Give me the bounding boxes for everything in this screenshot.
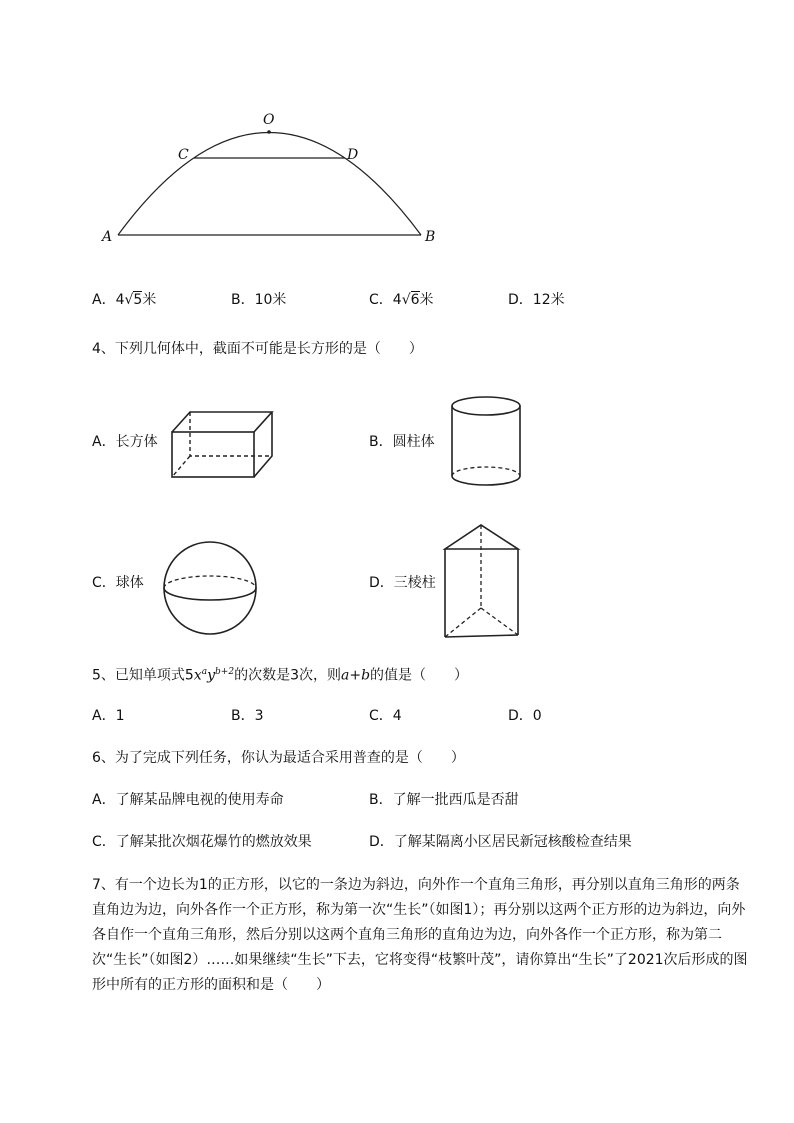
q5-stem: 5、已知单项式$5x^ay^{b+2}$的次数是3次，则a+b的值是（ ）	[92, 667, 469, 684]
q3-option-c[interactable]: C．4√6米	[369, 292, 434, 308]
q4-option-c[interactable]: C．球体	[92, 575, 144, 591]
q4-option-b[interactable]: B．圆柱体	[369, 434, 435, 450]
label-d: D	[347, 147, 359, 163]
q3-option-b[interactable]: B．10米	[231, 292, 287, 308]
q4-option-d[interactable]: D．三棱柱	[369, 575, 436, 591]
label-a: A	[102, 229, 113, 245]
q6-stem: 6、为了完成下列任务，你认为最适合采用普查的是（ ）	[92, 750, 465, 766]
q7-stem: 7、有一个边长为1的正方形，以它的一条边为斜边，向外作一个直角三角形，再分别以直角三角形的两条直角边为边，向外各作一个正方形，称为第一次“生长”（如图1）；再分别以这两个正方形的边为斜边，向外各自作一个直角三角形，然后分别以这两个直角三角形的直角边为边，向外各作一个正方形，称为第二次“生长”（如图2）……如果继续“生长”下去，它将变得“枝繁叶茂”，请你算出“生长”了2021次后形成的图形中所有的正方形的面积和是（ ）	[92, 877, 748, 993]
sqrt-symbol: √	[401, 292, 411, 308]
q3-option-a[interactable]: A．4√5米	[92, 292, 157, 308]
q3-option-d[interactable]: D．12米	[508, 292, 565, 308]
q5-option-d[interactable]: D．0	[508, 708, 542, 724]
q5-option-c[interactable]: C．4	[369, 708, 402, 724]
q5-option-a[interactable]: A．1	[92, 708, 125, 724]
q6-option-b[interactable]: B．了解一批西瓜是否甜	[369, 792, 519, 808]
q6-option-a[interactable]: A．了解某品牌电视的使用寿命	[92, 792, 284, 808]
q6-option-c[interactable]: C．了解某批次烟花爆竹的燃放效果	[92, 834, 312, 850]
q5-option-b[interactable]: B．3	[231, 708, 264, 724]
q4-stem: 4、下列几何体中，截面不可能是长方形的是（ ）	[92, 341, 423, 357]
q4-option-a[interactable]: A．长方体	[92, 434, 158, 450]
label-o: O	[263, 112, 275, 128]
label-b: B	[425, 229, 436, 245]
sqrt-symbol: √	[124, 292, 134, 308]
q6-option-d[interactable]: D．了解某隔离小区居民新冠核酸检查结果	[369, 834, 632, 850]
label-c: C	[178, 147, 189, 163]
